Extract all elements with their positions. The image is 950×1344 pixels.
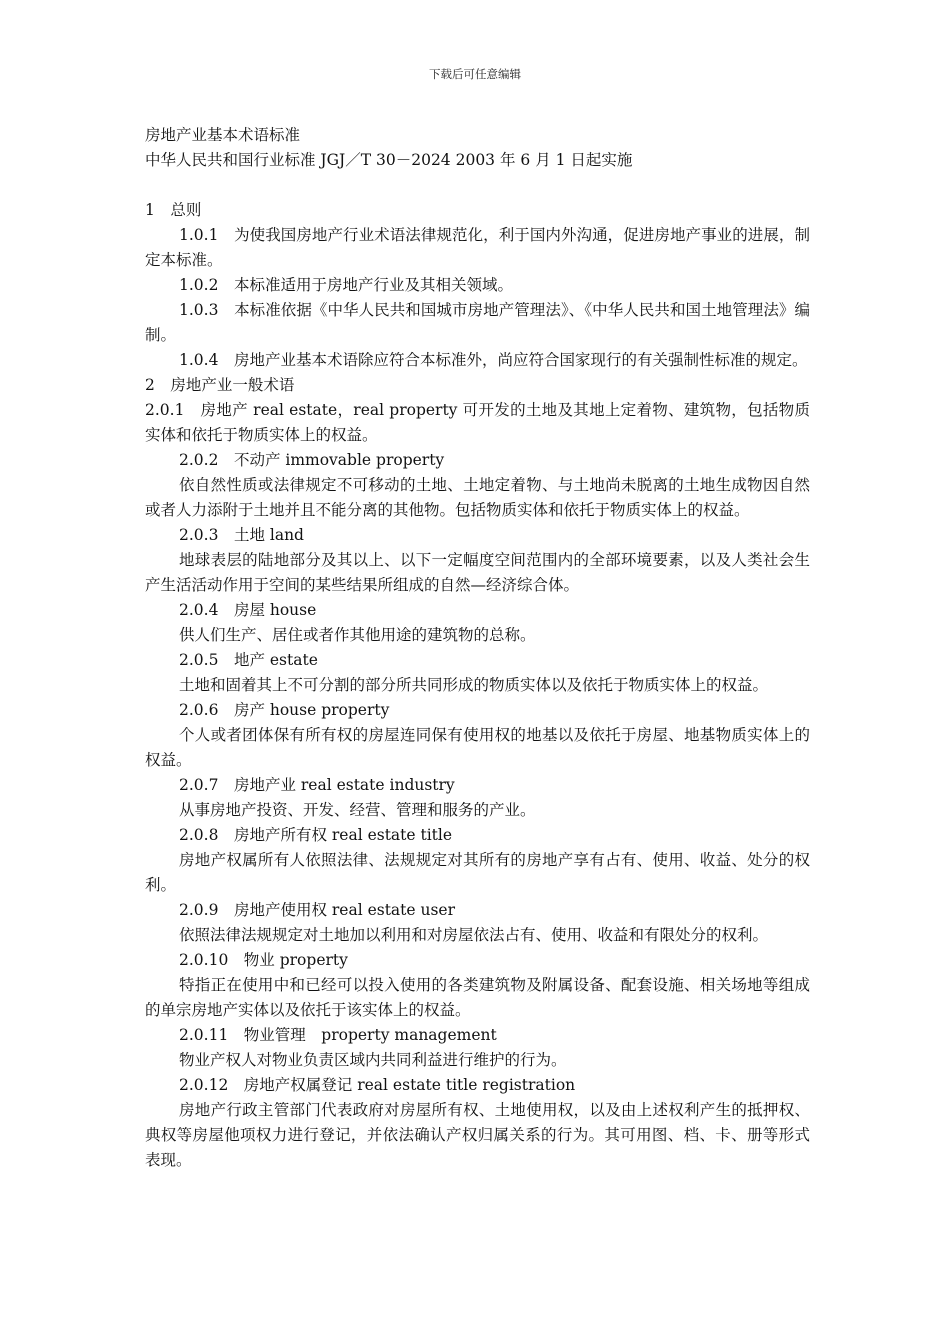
term-heading: 2.0.8 房地产所有权 real estate title xyxy=(179,826,453,844)
term-heading: 2.0.7 房地产业 real estate industry xyxy=(179,776,455,794)
term-paragraph: 2.0.1 房地产 real estate，real property 可开发的土地及其地上定着物、建筑物，包括物质实体和依托于物质实体上的权益。 xyxy=(145,401,810,444)
term-definition: 土地和固着其上不可分割的部分所共同形成的物质实体以及依托于物质实体上的权益。 xyxy=(179,676,769,694)
term-heading: 2.0.2 不动产 immovable property xyxy=(179,451,445,469)
term-definition: 从事房地产投资、开发、经营、管理和服务的产业。 xyxy=(179,801,536,819)
term-heading: 2.0.9 房地产使用权 real estate user xyxy=(179,901,456,919)
term-heading: 2.0.3 土地 land xyxy=(179,526,304,544)
spacer xyxy=(145,173,810,198)
section-heading: 2 房地产业一般术语 xyxy=(145,376,295,394)
term-heading: 2.0.11 物业管理 property management xyxy=(179,1026,497,1044)
document-subtitle: 中华人民共和国行业标准 JGJ／T 30－2024 2003 年 6 月 1 日起实施 xyxy=(145,151,633,169)
term-heading: 2.0.4 房屋 house xyxy=(179,601,317,619)
term-definition: 依照法律法规规定对土地加以利用和对房屋依法占有、使用、收益和有限处分的权利。 xyxy=(179,926,769,944)
term-definition: 依自然性质或法律规定不可移动的土地、土地定着物、与土地尚未脱离的土地生成物因自然或者人力添附于土地并且不能分离的其他物。包括物质实体和依托于物质实体上的权益。 xyxy=(145,476,810,519)
term-definition: 地球表层的陆地部分及其以上、以下一定幅度空间范围内的全部环境要素，以及人类社会生产生活活动作用于空间的某些结果所组成的自然—经济综合体。 xyxy=(145,551,810,594)
term-definition: 供人们生产、居住或者作其他用途的建筑物的总称。 xyxy=(179,626,536,644)
clause-paragraph: 1.0.1 为使我国房地产行业术语法律规范化，利于国内外沟通，促进房地产事业的进展，制定本标准。 xyxy=(145,226,810,269)
document-title: 房地产业基本术语标准 xyxy=(145,126,301,144)
term-heading: 2.0.5 地产 estate xyxy=(179,651,318,669)
term-definition: 房地产权属所有人依照法律、法规规定对其所有的房地产享有占有、使用、收益、处分的权利。 xyxy=(145,851,810,894)
term-heading: 2.0.12 房地产权属登记 real estate title registration xyxy=(179,1076,576,1094)
term-definition: 房地产行政主管部门代表政府对房屋所有权、土地使用权，以及由上述权利产生的抵押权、典权等房屋他项权力进行登记，并依法确认产权归属关系的行为。其可用图、档、卡、册等形式表现。 xyxy=(145,1101,810,1169)
clause-paragraph: 1.0.4 房地产业基本术语除应符合本标准外，尚应符合国家现行的有关强制性标准的规定。 xyxy=(179,351,808,369)
clause-paragraph: 1.0.3 本标准依据《中华人民共和国城市房地产管理法》、《中华人民共和国土地管理法》编制。 xyxy=(145,301,810,344)
document-body xyxy=(145,123,810,1173)
section-heading: 1 总则 xyxy=(145,201,202,219)
term-definition: 特指正在使用中和已经可以投入使用的各类建筑物及附属设备、配套设施、相关场地等组成的单宗房地产实体以及依托于该实体上的权益。 xyxy=(145,976,810,1019)
clause-paragraph: 1.0.2 本标准适用于房地产行业及其相关领域。 xyxy=(179,276,513,294)
term-definition: 物业产权人对物业负责区域内共同利益进行维护的行为。 xyxy=(179,1051,567,1069)
term-heading: 2.0.6 房产 house property xyxy=(179,701,390,719)
term-heading: 2.0.10 物业 property xyxy=(179,951,348,969)
page-header: 下载后可任意编辑 xyxy=(429,67,521,81)
term-definition: 个人或者团体保有所有权的房屋连同保有使用权的地基以及依托于房屋、地基物质实体上的权益。 xyxy=(145,726,810,769)
